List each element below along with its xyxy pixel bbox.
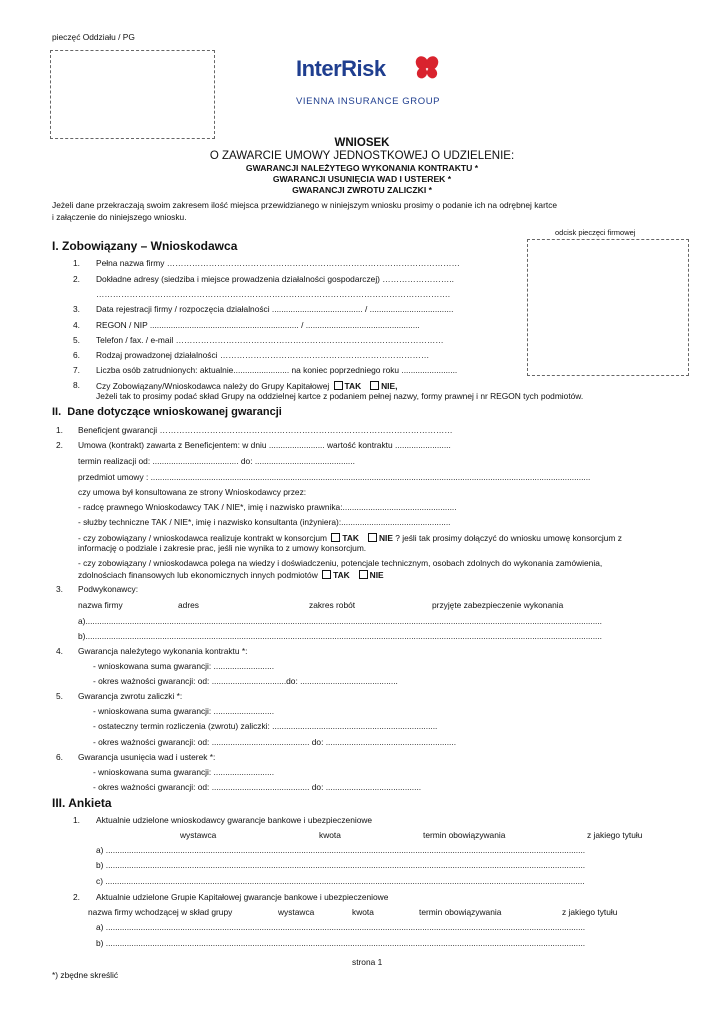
s2-defects-period[interactable]: - okres ważności gwarancji: od: .......................................... do: .........................................	[93, 782, 422, 792]
group-no-label: NIE,	[381, 381, 398, 391]
s2-consortium-text: - czy zobowiązany / wnioskodawca realizuje kontrakt w konsorcjum	[78, 533, 328, 543]
consortium-yes-label: TAK	[342, 533, 359, 543]
logo	[296, 56, 386, 81]
subcontractor-row-b[interactable]: b)..............................................................................................................................................................................................................................	[78, 631, 603, 641]
s2-rely-a: - czy zobowiązany / wnioskodawca polega na wiedzy i doświadczeniu, potencjale technicznym, osobach zdolnych do wykonania zamówienia,	[78, 558, 603, 568]
s2-subcontractors: Podwykonawcy:	[78, 584, 139, 594]
s2-advance-settle[interactable]: - ostateczny termin rozliczenia (zwrotu) zaliczki: .......................................................................	[93, 721, 438, 731]
q2-col-title: z jakiego tytułu	[562, 907, 618, 917]
q2-col-amount: kwota	[352, 907, 374, 917]
subcontractor-col-security: przyjęte zabezpieczenie wykonania	[432, 600, 564, 610]
s2-i3-num: 3.	[56, 584, 63, 594]
subcontractor-row-a[interactable]: a)..............................................................................................................................................................................................................................	[78, 616, 603, 626]
intro-line-2: i załączenie do niniejszego wniosku.	[52, 212, 187, 222]
s2-performance-sum[interactable]: - wnioskowana suma gwarancji: ..........................	[93, 661, 275, 671]
logo-subtitle: VIENNA INSURANCE GROUP	[296, 96, 441, 107]
q1-row-c[interactable]: c) ..............................................................................................................................................................................................................	[96, 876, 585, 886]
s2-i2-num: 2.	[56, 440, 63, 450]
form-title: WNIOSEK	[334, 137, 390, 149]
group-yes-label: TAK	[344, 381, 362, 391]
q2-col-issuer: wystawca	[278, 907, 315, 917]
s2-subject[interactable]: przedmiot umowy : .............................................................................................................................................................................................	[78, 472, 591, 482]
s1-item-2-cont[interactable]: ……………………………………………………………………………………………………………….	[96, 289, 451, 299]
consortium-no-label: NIE	[378, 533, 393, 543]
guarantee-type-2: GWARANCJI USUNIĘCIA WAD I USTEREK *	[272, 174, 452, 184]
q1-row-b[interactable]: b) ..............................................................................................................................................................................................................	[96, 860, 586, 870]
s1-item-4-text[interactable]: REGON / NIP ................................................................ / .................................................	[96, 320, 420, 330]
s1-item-8-text: Czy Zobowiązany/Wnioskodawca należy do Grupy Kapitałowej	[96, 381, 330, 391]
s2-i5-num: 5.	[56, 691, 63, 701]
q1-col-amount: kwota	[319, 830, 341, 840]
group-yes-checkbox[interactable]	[334, 381, 343, 390]
s2-advance-period[interactable]: - okres ważności gwarancji: od: .......................................... do: ........................................................	[93, 737, 457, 747]
s2-defects-sum[interactable]: - wnioskowana suma gwarancji: ..........................	[93, 767, 275, 777]
s1-item-5-text[interactable]: Telefon / fax. / e-mail ……………………………………………………………………………………	[96, 335, 444, 345]
s1-item-4-num: 4.	[73, 320, 80, 330]
s2-i4-num: 4.	[56, 646, 63, 656]
s2-tech[interactable]: - służby techniczne TAK / NIE*, imię i nazwisko konsultanta (inżyniera):...............................................	[78, 517, 451, 527]
guarantee-type-3: GWARANCJI ZWROTU ZALICZKI *	[292, 185, 432, 195]
s2-consult: czy umowa był konsultowana ze strony Wnioskodawcy przez:	[78, 487, 307, 497]
page-number: strona 1	[352, 957, 383, 967]
q1-col-issuer: wystawca	[180, 830, 217, 840]
form-subtitle: O ZAWARCIE UMOWY JEDNOSTKOWEJ O UDZIELENIE:	[209, 150, 515, 162]
q1-col-title: z jakiego tytułu	[587, 830, 643, 840]
s1-item-1-num: 1.	[73, 258, 80, 268]
section-3-title: III. Ankieta	[52, 796, 112, 810]
section-2-title	[52, 406, 282, 419]
q1-row-a[interactable]: a) ..............................................................................................................................................................................................................	[96, 845, 586, 855]
section-1-title: I. Zobowiązany – Wnioskodawca	[52, 239, 238, 253]
s1-item-6-text[interactable]: Rodzaj prowadzonej działalności …………………………………………………………………	[96, 350, 430, 360]
s2-i6-num: 6.	[56, 752, 63, 762]
s2-advance: Gwarancja zwrotu zaliczki *:	[78, 691, 183, 701]
guarantee-type-1: GWARANCJI NALEŻYTEGO WYKONANIA KONTRAKTU *	[245, 163, 479, 173]
logo-wordmark: InterRisk	[296, 56, 386, 81]
s1-item-8-cont: Jeżeli tak to prosimy podać skład Grupy na oddzielnej kartce z podaniem pełnej nazwy, formy prawnej i nr REGON tych podmiotów.	[96, 391, 584, 401]
s2-legal[interactable]: - radcę prawnego Wnioskodawcy TAK / NIE*, imię i nazwisko prawnika:.................................................	[78, 502, 457, 512]
s2-rely-row	[78, 570, 384, 581]
s3-q2-text: Aktualnie udzielone Grupie Kapitałowej gwarancje bankowe i ubezpieczeniowe	[96, 892, 389, 902]
q2-row-b[interactable]: b) ..............................................................................................................................................................................................................	[96, 938, 586, 948]
q2-col-term: termin obowiązywania	[419, 907, 502, 917]
section-2-num: II.	[52, 406, 62, 418]
s2-contract[interactable]: Umowa (kontrakt) zawarta z Beneficjentem: w dniu ........................ wartość kontraktu ........................	[78, 440, 451, 450]
q2-col-company: nazwa firmy wchodzącej w skład grupy	[88, 907, 233, 917]
q2-row-a[interactable]: a) ..............................................................................................................................................................................................................	[96, 922, 586, 932]
stamp-label: pieczęć Oddziału / PG	[52, 32, 135, 42]
rely-no-label: NIE	[369, 570, 384, 580]
s2-i1-num: 1.	[56, 425, 63, 435]
section-2-label: Dane dotyczące wnioskowanej gwarancji	[67, 406, 282, 418]
s2-rely-b: zdolnościach finansowych lub ekonomicznych innych podmiotów	[78, 570, 318, 580]
s1-item-5-num: 5.	[73, 335, 80, 345]
consortium-no-checkbox[interactable]	[368, 533, 377, 542]
s1-item-2-num: 2.	[73, 274, 80, 284]
rely-yes-label: TAK	[333, 570, 350, 580]
subcontractor-col-scope: zakres robót	[309, 600, 356, 610]
s2-advance-sum[interactable]: - wnioskowana suma gwarancji: ..........................	[93, 706, 275, 716]
q1-col-term: termin obowiązywania	[423, 830, 506, 840]
s2-consortium-cont: informację o podziale i zakresie prac, jeśli nie wynika to z umowy konsorcjum.	[78, 543, 367, 553]
subcontractor-col-address: adres	[178, 600, 199, 610]
rely-yes-checkbox[interactable]	[322, 570, 331, 579]
s3-q2-num: 2.	[73, 892, 80, 902]
company-stamp-box	[527, 239, 689, 376]
s1-item-3-num: 3.	[73, 304, 80, 314]
s2-performance-period[interactable]: - okres ważności gwarancji: od: ................................do: ..........................................	[93, 676, 398, 686]
company-stamp-label: odcisk pieczęci firmowej	[555, 228, 636, 237]
s1-item-1-text[interactable]: Pełna nazwa firmy ……………………………………………………………………………………………	[96, 258, 460, 268]
s1-item-3-text[interactable]: Data rejestracji firmy / rozpoczęcia działalności ....................................... / ....................................	[96, 304, 454, 314]
rely-no-checkbox[interactable]	[359, 570, 368, 579]
logo-flower-icon	[414, 54, 440, 80]
s3-q1-text: Aktualnie udzielone wnioskodawcy gwarancje bankowe i ubezpieczeniowe	[96, 815, 373, 825]
s1-item-7-num: 7.	[73, 365, 80, 375]
group-no-checkbox[interactable]	[370, 381, 379, 390]
consortium-yes-checkbox[interactable]	[331, 533, 340, 542]
s1-item-6-num: 6.	[73, 350, 80, 360]
s2-performance: Gwarancja należytego wykonania kontraktu *:	[78, 646, 248, 656]
footnote: *) zbędne skreślić	[52, 970, 119, 980]
s1-item-2-text[interactable]: Dokładne adresy (siedziba i miejsce prowadzenia działalności gospodarczej) ……………………..	[96, 274, 454, 284]
s2-term[interactable]: termin realizacji od: ..................................... do: ...........................................	[78, 456, 355, 466]
s2-defects: Gwarancja usunięcia wad i usterek *:	[78, 752, 216, 762]
s1-item-7-text[interactable]: Liczba osób zatrudnionych: aktualnie........................ na koniec poprzedniego roku ........................	[96, 365, 458, 375]
branch-stamp-box	[50, 50, 215, 139]
subcontractor-col-name: nazwa firmy	[78, 600, 123, 610]
s2-beneficiary[interactable]: Beneficjent gwarancji ……………………………………………………………………………………………	[78, 425, 453, 435]
s2-consortium-text-b: ? jeśli tak prosimy dołączyć do wniosku umowę konsorcjum z	[395, 533, 622, 543]
s3-q1-num: 1.	[73, 815, 80, 825]
intro-line-1: Jeżeli dane przekraczają swoim zakresem ilość miejsca przewidzianego w niniejszym wniosku prosimy o podanie ich na odrębnej kartce	[52, 200, 558, 210]
s1-item-8-num: 8.	[73, 380, 80, 390]
